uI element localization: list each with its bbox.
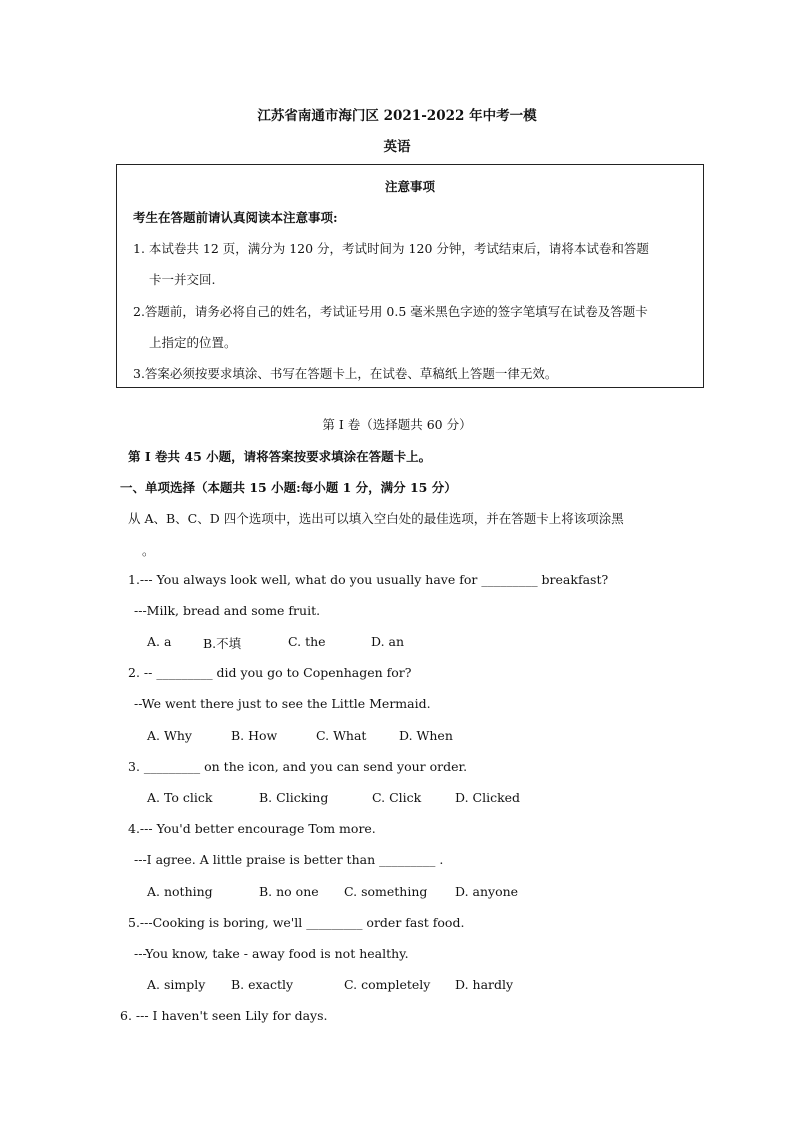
question-5-option-d: D. hardly: [455, 977, 514, 992]
question-4-reply: ---I agree. A little praise is better than _________ .: [134, 852, 444, 867]
question-5-option-b: B. exactly: [231, 977, 294, 992]
question-4-option-a: A. nothing: [147, 884, 213, 899]
question-5-reply: ---You know, take - away food is not healthy.: [134, 946, 409, 961]
exam-title: 江苏省南通市海门区 2021-2022 年中考一模: [257, 108, 537, 124]
section-direction: 从 A、B、C、D 四个选项中，选出可以填入空白处的最佳选项，并在答题卡上将该项涂黑: [128, 511, 624, 526]
notice-item-1-line1: 1. 本试卷共 12 页，满分为 120 分，考试时间为 120 分钟，考试结束后，请将本试卷和答题: [133, 241, 649, 256]
question-1-stem: 1.--- You always look well, what do you usually have for _________ breakfast?: [128, 572, 609, 587]
question-2-stem: 2. -- _________ did you go to Copenhagen for?: [128, 665, 412, 680]
notice-intro: 考生在答题前请认真阅读本注意事项:: [133, 210, 338, 225]
notice-item-1-line2: 卡一并交回.: [149, 272, 216, 287]
question-2-option-c: C. What: [316, 728, 367, 743]
notice-heading: 注意事项: [384, 179, 435, 194]
question-2-option-b: B. How: [231, 728, 278, 743]
question-4-option-d: D. anyone: [455, 884, 519, 899]
notice-item-3-line1: 3.答案必须按要求填涂、书写在答题卡上，在试卷、草稿纸上答题一律无效。: [133, 366, 558, 381]
question-3-option-a: A. To click: [147, 790, 213, 805]
question-1-option-a: A. a: [147, 634, 172, 649]
question-5-option-a: A. simply: [147, 977, 206, 992]
notice-item-2-line2: 上指定的位置。: [149, 335, 237, 350]
question-1-option-b: B.不填: [203, 636, 242, 651]
notice-item-2-line1: 2.答题前，请务必将自己的姓名，考试证号用 0.5 毫米黑色字迹的签字笔填写在试卷及答题卡: [133, 304, 648, 319]
question-5-option-c: C. completely: [344, 977, 431, 992]
part-instruction: 第 Ⅰ 卷共 45 小题，请将答案按要求填涂在答题卡上。: [128, 449, 432, 464]
section-direction-end: 。: [142, 543, 155, 558]
question-2-reply: --We went there just to see the Little Mermaid.: [134, 696, 431, 711]
question-6-stem: 6. --- I haven't seen Lily for days.: [120, 1008, 328, 1023]
question-4-stem: 4.--- You'd better encourage Tom more.: [128, 821, 376, 836]
notice-box: [116, 164, 704, 388]
part-title: 第 Ⅰ 卷（选择题共 60 分）: [322, 417, 472, 432]
question-2-option-d: D. When: [399, 728, 453, 743]
subject-title: 英语: [383, 139, 411, 155]
question-3-option-c: C. Click: [372, 790, 422, 805]
question-3-option-b: B. Clicking: [259, 790, 329, 805]
question-4-option-b: B. no one: [259, 884, 319, 899]
question-1-option-c: C. the: [288, 634, 326, 649]
question-1-reply: ---Milk, bread and some fruit.: [134, 603, 321, 618]
question-2-option-a: A. Why: [147, 728, 192, 743]
question-4-option-c: C. something: [344, 884, 428, 899]
question-3-stem: 3. _________ on the icon, and you can send your order.: [128, 759, 468, 774]
question-5-stem: 5.---Cooking is boring, we'll _________ order fast food.: [128, 915, 465, 930]
section-title: 一、单项选择（本题共 15 小题:每小题 1 分，满分 15 分）: [120, 480, 457, 495]
question-3-option-d: D. Clicked: [455, 790, 521, 805]
question-1-option-d: D. an: [371, 634, 405, 649]
